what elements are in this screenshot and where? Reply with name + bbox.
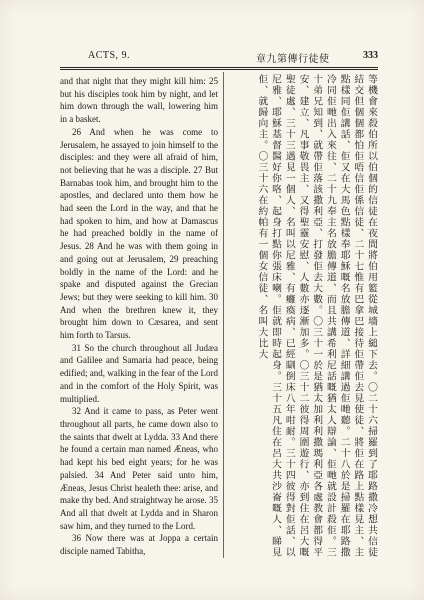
english-paragraph: and that night that they might kill him: 25 but his disciples took him by night, and let him down through the wall, lowering him in a basket. [60, 76, 218, 125]
english-paragraph: 26 And when he was come to Jerusalem, he assayed to join himself to the disciples: and they were all afraid of him, not believing that he was a disciple. 27 But Barnabas took him, and brought him to the apostles, and declared unto them how he had seen the Lord in the way, and that he had spoken to him, and how at Damascus he had preached boldly in the name of Jesus. 28 And he was with them going in and going out at Jerusalem, 29 preaching boldly in the name of the Lord: and he spake and disputed against the Grecian Jews; but they were seeking to kill him. 30 And when the brethren knew it, they brought him down to Cæsarea, and sent him forth to Tarsus. [60, 126, 218, 341]
english-paragraph: 31 So the church throughout all Judæa and Galilee and Samaria had peace, being edified; and, walking in the fear of the Lord and in the comfort of the Holy Spirit, was multiplied. [60, 342, 218, 404]
english-column [60, 75, 218, 558]
chinese-text: 等機會來殺伯所以伯個的信徒在夜間將伯用籃從城墻上縋下去。〇二十六掃羅到了耶路撒冷想共信徒結交但個個都怕佢唔信佢係信徒、二十七惟有巴拿巴接待佢帶佢去見使徒、將佢在路上點樣見主、主點樣同佢講話、佢又在大馬色點樣奉耶穌嘅名放膽傳道、詳細講過佢哋聽。二十八於是掃羅在耶路撒冷同佢哋出入來往、二十九奉主名放膽傳道、而且共講希利尼話嘅猶太人辯論、佢哋就設計殺佢。三十弟兄知到、就帶佢落該撒利亞、打發佢去大數。〇三十一於是猶太加利利撒瑪利亞各處教會都得平安、建立、凡事敬畏主、又得聖靈安慰、人數亦逐漸加多。〇三十二彼得周圍遊行、亦到住在呂大嘅聖徒處、三十三遇見一個人、名叫以尼雅、有癱瘓病、已經瞓倒床八年咁耐。三十四彼得對佢話、以尼雅、耶穌基督醫好你咯、起身打點你張床喇。佢就即時起身。三十五凡住在呂大共沙崙嘅人、睇見佢、就歸向主。〇三十六在約帕有一個女信徒、名叫大比大 [256, 74, 377, 558]
header-chapter-label: ACTS, 9. [88, 50, 131, 61]
header-rule-second [60, 69, 378, 70]
header-rule [60, 67, 378, 68]
page-header [60, 50, 378, 66]
english-paragraph: 32 And it came to pass, as Peter went throughout all parts, he came down also to the saints that dwelt at Lydda. 33 And there he found a certain man named Æneas, who had kept his bed eight years; for he was palsied. 34 And Peter said unto him, Æneas, Jesus Christ healeth thee: arise, and make thy bed. And straightway he arose. 35 And all that dwelt at Lydda and in Sharon saw him, and they turned to the Lord. [60, 406, 218, 531]
chinese-column [228, 74, 378, 558]
column-divider [223, 72, 224, 558]
page-number: 333 [363, 50, 378, 61]
header-chinese-title: 章九第傳行徒使 [256, 54, 330, 65]
english-paragraph: 36 Now there was at Joppa a certain disciple named Tabitha, [60, 533, 218, 557]
